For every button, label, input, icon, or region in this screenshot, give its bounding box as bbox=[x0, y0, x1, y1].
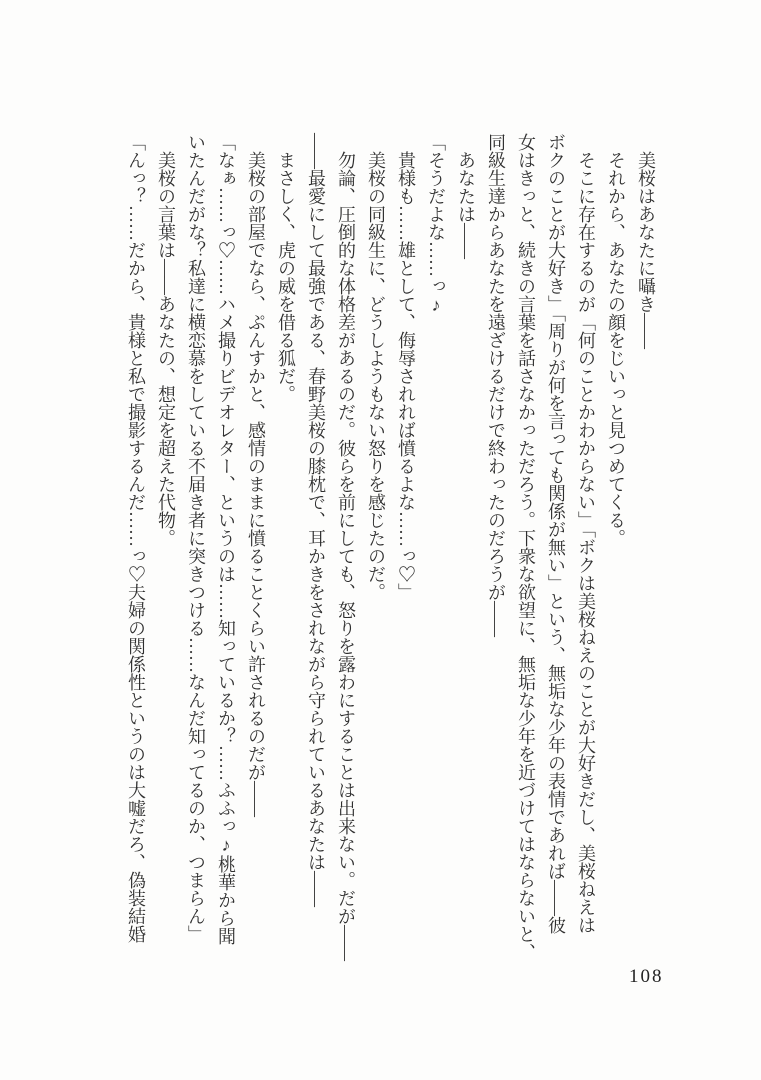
text-line: ボクのことが大好き」「周りが何を言っても関係が無い」という、無垢な少年の表情であれば――彼 bbox=[546, 133, 566, 934]
vertical-text-block bbox=[121, 133, 661, 965]
text-line: いたんだがな？私達に横恋慕をしている不届き者に突きつける……なんだ知ってるのか、つまらん」 bbox=[186, 133, 206, 943]
text-line: ――最愛にして最強である、春野美桜の膝枕で、耳かきをされながら守られているあなたは―― bbox=[306, 133, 326, 907]
text-line: 同級生達からあなたを遠ざけるだけで終わったのだろうが―― bbox=[486, 133, 506, 637]
text-line: 女はきっと、続きの言葉を話さなかっただろう。下衆な欲望に、無垢な少年を近づけてはならないと、 bbox=[516, 133, 536, 961]
text-line: 美桜の部屋でなら、ぷんすかと、感情のままに憤ることくらい許されるのだが―― bbox=[246, 133, 266, 817]
text-line: そこに存在するのが「何のことかわからない」「ボクは美桜ねえのことが大好きだし、美桜ねえは bbox=[576, 133, 596, 934]
text-line: 「そうだよな……っ♪ bbox=[426, 133, 446, 315]
text-line: 「なぁ……っ♡……ハメ撮りビデオレター、というのは……知っているか？……ふふっ♪桃華から聞 bbox=[216, 133, 236, 945]
text-line: 「んっ？……だから、貴様と私で撮影するんだ……っ♡夫婦の関係性というのは大嘘だろ、偽装結婚 bbox=[126, 133, 146, 943]
text-line: 美桜の同級生に、どうしようもない怒りを感じたのだ。 bbox=[366, 133, 386, 601]
text-line: 貴様も……雄として、侮辱されれば憤るよな……っ♡」 bbox=[396, 133, 416, 601]
text-line: あなたは―― bbox=[456, 133, 476, 259]
page-number: 108 bbox=[629, 966, 664, 987]
text-line: それから、あなたの顔をじいっと見つめてくる。 bbox=[606, 133, 626, 547]
text-line: まさしく、虎の威を借る狐だ。 bbox=[276, 133, 296, 403]
text-line: 勿論、圧倒的な体格差があるのだ。彼らを前にしても、怒りを露わにすることは出来ない。だが―― bbox=[336, 133, 356, 961]
text-line: 美桜の言葉は――あなたの、想定を超えた代物。 bbox=[156, 133, 176, 547]
text-line: 美桜はあなたに囁き―― bbox=[636, 133, 656, 349]
